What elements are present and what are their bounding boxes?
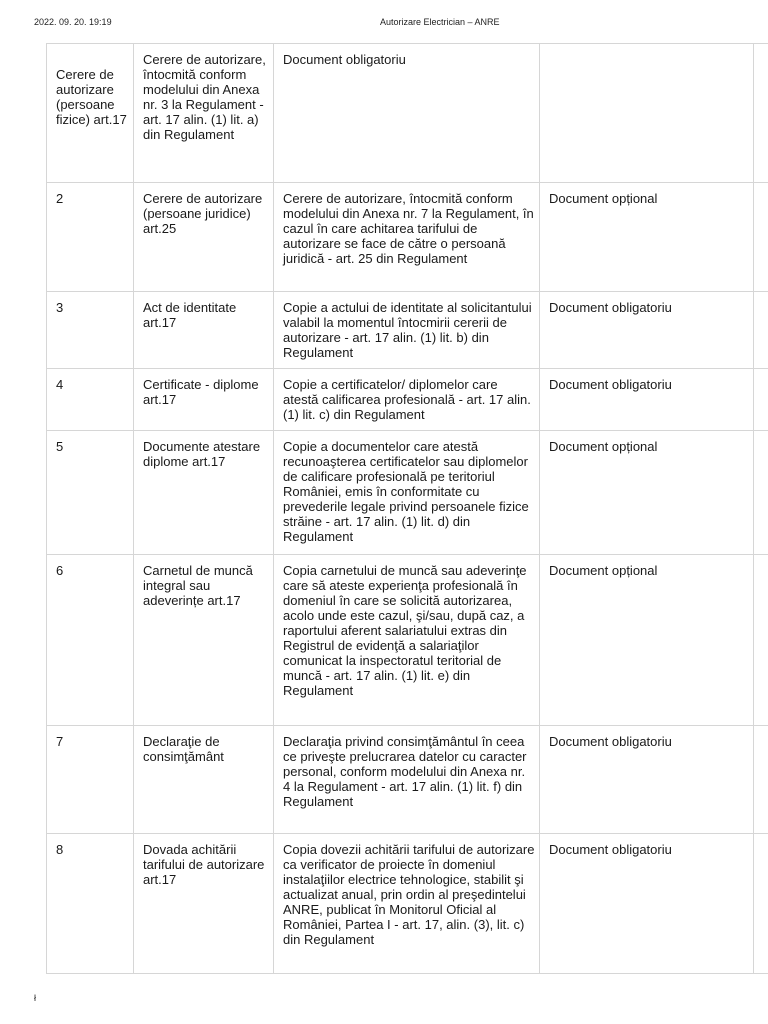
row-name: Certificate - diplome art.17 <box>134 369 274 431</box>
row-id: 3 <box>47 292 134 369</box>
row-id: 5 <box>47 431 134 555</box>
table-row <box>47 555 768 726</box>
row-name: Carnetul de muncă integral sau adeverințe art.17 <box>134 555 274 726</box>
row-name: Dovada achitării tarifului de autorizare art.17 <box>134 834 274 974</box>
row-id: Cerere de autorizare (persoane fizice) art.17 <box>47 44 134 183</box>
row-id: 6 <box>47 555 134 726</box>
row-id: 7 <box>47 726 134 834</box>
table-row <box>47 369 768 431</box>
row-name: Declaraţie de consimţământ <box>134 726 274 834</box>
row-extra <box>754 431 768 555</box>
row-extra <box>754 44 768 183</box>
row-id: 2 <box>47 183 134 292</box>
row-name: Cerere de autorizare, întocmită conform modelului din Anexa nr. 3 la Regulament - art. 17 alin. (1) lit. a) din Regulament <box>134 44 274 183</box>
print-title: Autorizare Electrician – ANRE <box>380 17 500 27</box>
row-status: Document obligatoriu <box>540 369 754 431</box>
row-status <box>540 44 754 183</box>
row-description: Copie a documentelor care atestă recunoaşterea certificatelor sau diplomelor de calificare profesională pe teritoriul României, emis în conformitate cu prevederile legale privind persoanele fizice străine - art. 17 alin. (1) lit. d) din Regulament <box>274 431 540 555</box>
row-extra <box>754 369 768 431</box>
row-description: Declaraţia privind consimţământul în ceea ce priveşte prelucrarea datelor cu caracter personal, conform modelului din Anexa nr. 4 la Regulament - art. 17 alin. (1) lit. f) din Regulament <box>274 726 540 834</box>
table-row <box>47 183 768 292</box>
row-status: Document obligatoriu <box>540 292 754 369</box>
table-row <box>47 834 768 974</box>
row-extra <box>754 726 768 834</box>
row-status: Document opțional <box>540 183 754 292</box>
row-status: Document opțional <box>540 555 754 726</box>
row-status: Document opțional <box>540 431 754 555</box>
row-status: Document obligatoriu <box>540 834 754 974</box>
table-row <box>47 292 768 369</box>
table-row <box>47 44 768 183</box>
row-status: Document obligatoriu <box>540 726 754 834</box>
row-name: Cerere de autorizare (persoane juridice) art.25 <box>134 183 274 292</box>
row-extra <box>754 834 768 974</box>
row-description: Copie a actului de identitate al solicitantului valabil la momentul întocmirii cererii de autorizare - art. 17 alin. (1) lit. b) din Regulament <box>274 292 540 369</box>
row-extra <box>754 183 768 292</box>
row-id: 8 <box>47 834 134 974</box>
print-datetime: 2022. 09. 20. 19:19 <box>34 17 112 27</box>
row-name: Documente atestare diplome art.17 <box>134 431 274 555</box>
documents-table <box>46 43 768 974</box>
row-extra <box>754 555 768 726</box>
row-id: 4 <box>47 369 134 431</box>
row-description: Copie a certificatelor/ diplomelor care atestă calificarea profesională - art. 17 alin. (1) lit. c) din Regulament <box>274 369 540 431</box>
footer-mark: ł <box>34 993 36 1003</box>
row-description: Document obligatoriu <box>274 44 540 183</box>
row-description: Copia carnetului de muncă sau adeverinţe care să ateste experienţa profesională în domeniul în care se solicită autorizarea, acolo unde este cazul, şi/sau, după caz, a raportului aferent salariatului extras din Registrul de evidenţă a salariaţilor comunicat la inspectoratul teritorial de muncă - art. 17 alin. (1) lit. e) din Regulament <box>274 555 540 726</box>
row-name: Act de identitate art.17 <box>134 292 274 369</box>
row-description: Cerere de autorizare, întocmită conform modelului din Anexa nr. 7 la Regulament, în cazul în care achitarea tarifului de autorizare se face de către o persoană juridică - art. 25 din Regulament <box>274 183 540 292</box>
row-description: Copia dovezii achitării tarifului de autorizare ca verificator de proiecte în domeniul instalaţiilor electrice tehnologice, stabilit şi actualizat anual, prin ordin al preşedintelui ANRE, publicat în Monitorul Oficial al României, Partea I - art. 17, alin. (3), lit. c) din Regulament <box>274 834 540 974</box>
table-row <box>47 431 768 555</box>
table-row <box>47 726 768 834</box>
row-extra <box>754 292 768 369</box>
